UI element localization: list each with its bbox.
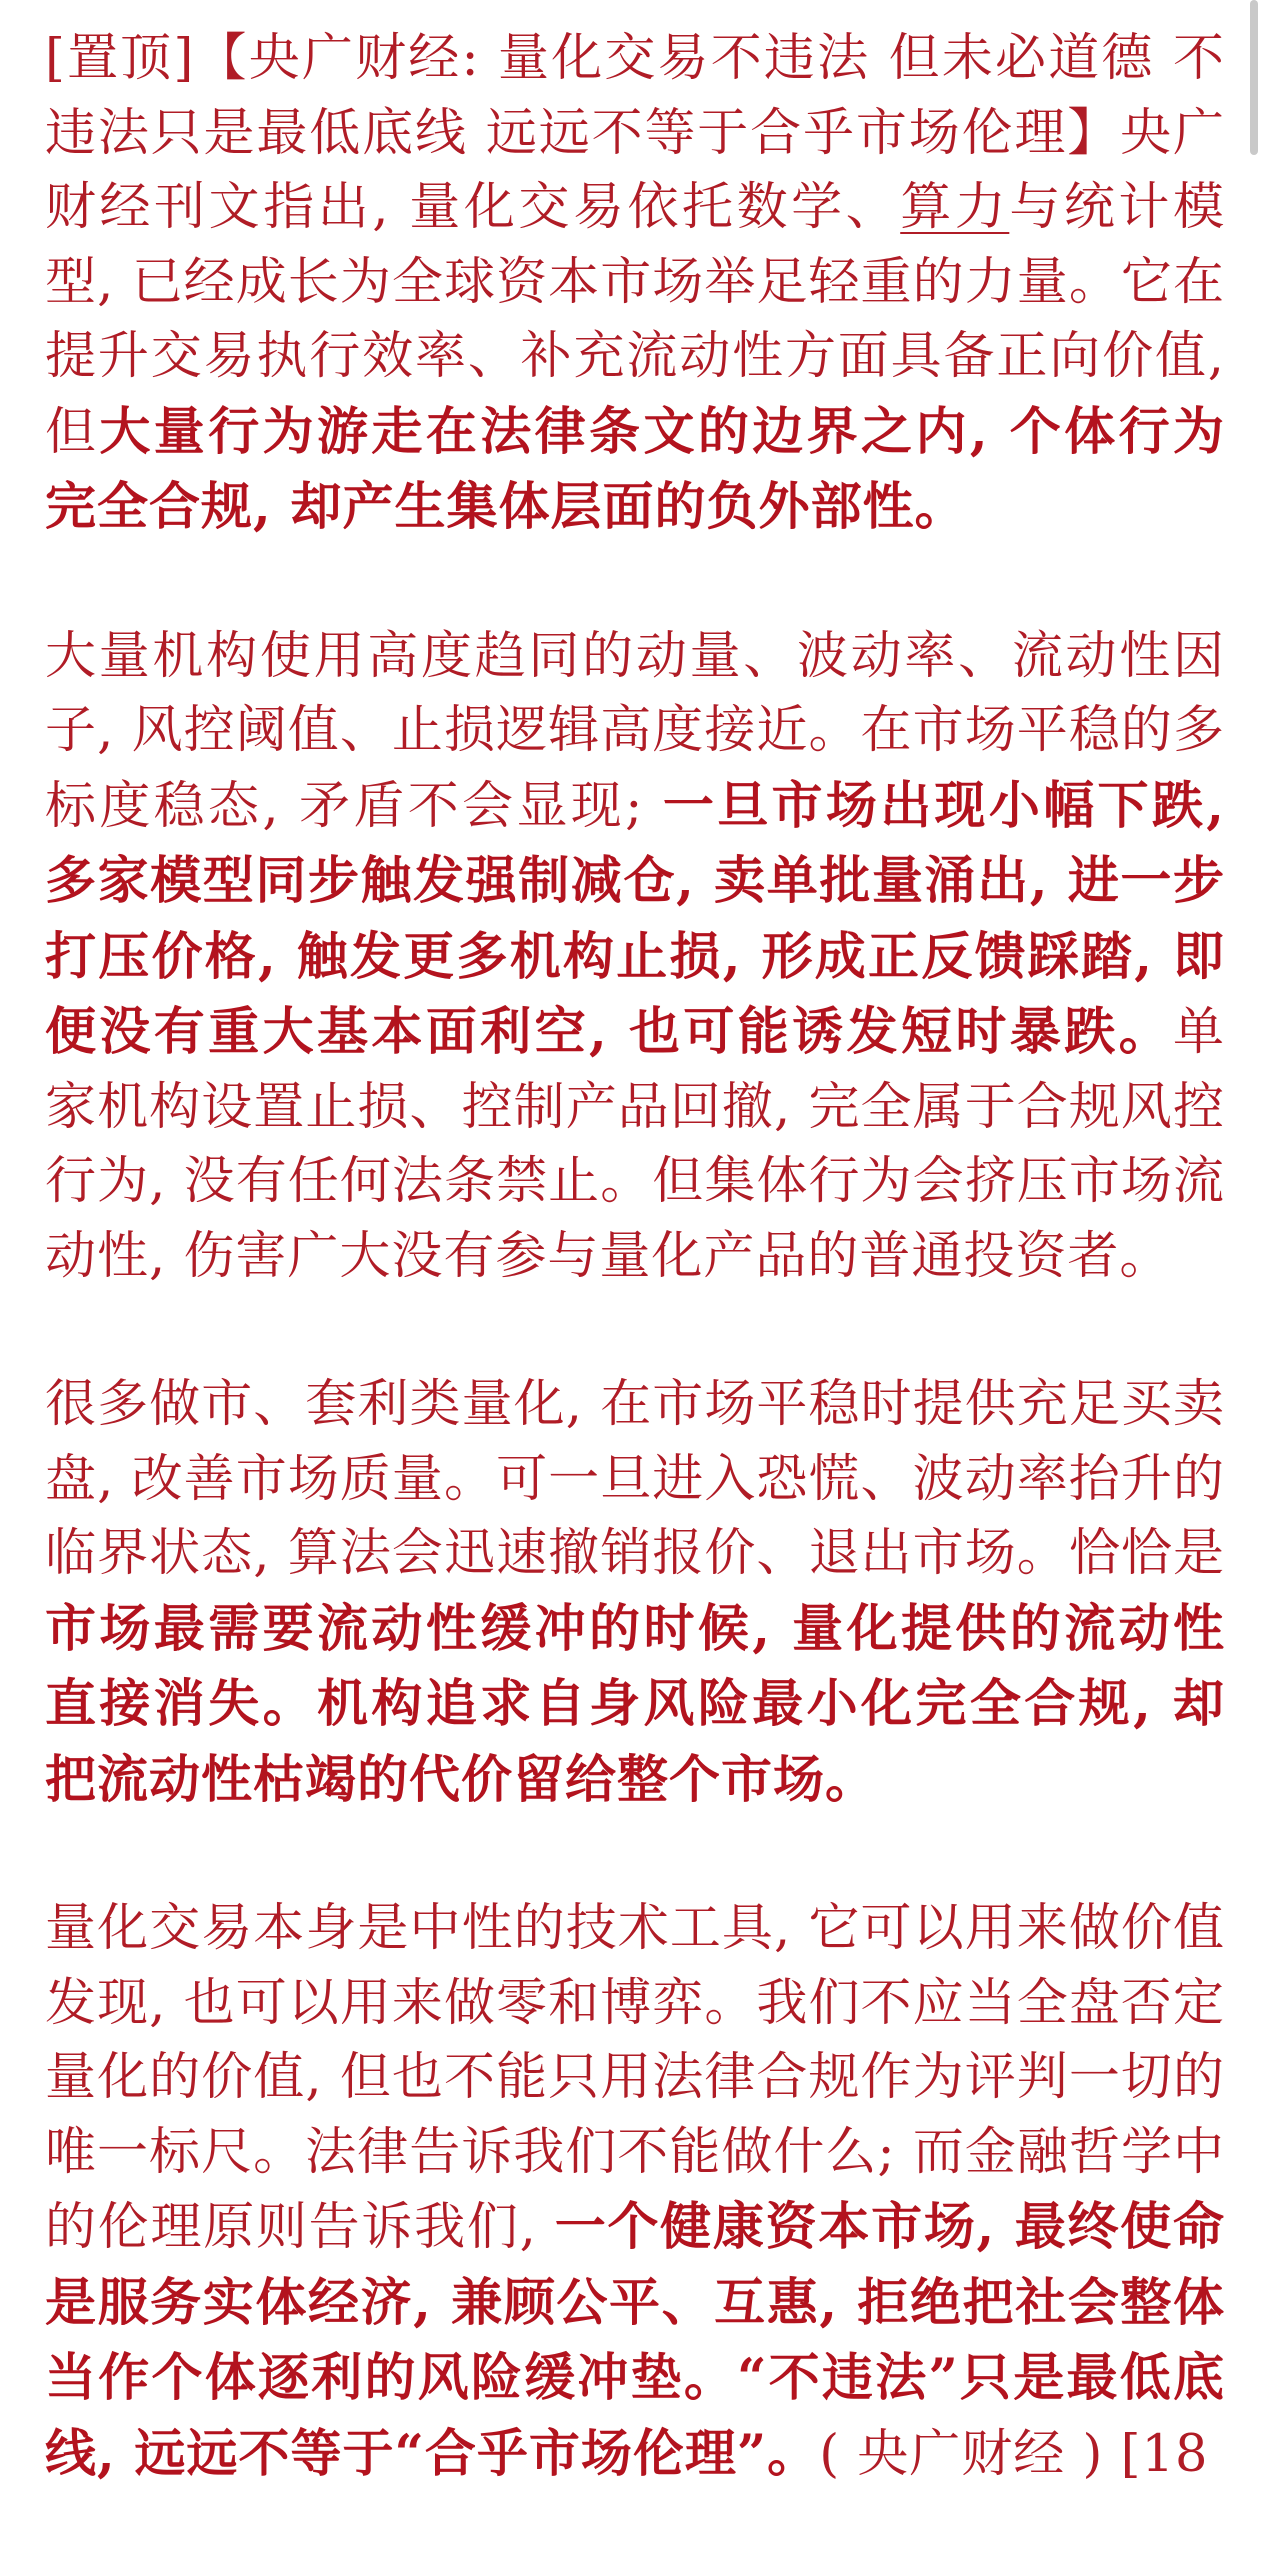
paragraph-4 <box>45 1892 1225 2492</box>
paragraph-1 <box>45 22 1225 546</box>
pinned-tag: [置顶] <box>45 29 195 88</box>
paragraph-3-text-a: 很多做市、套利类量化, 在市场平稳时提供充足买卖盘, 改善市场质量。可一旦进入恐慌、波动率抬升的临界状态, 算法会迅速撤销报价、退出市场。恰恰是 <box>45 1375 1225 1583</box>
paragraph-3 <box>45 1368 1225 1818</box>
paragraph-3-bold: 市场最需要流动性缓冲的时候, 量化提供的流动性直接消失。机构追求自身风险最小化完全合规, 却把流动性枯竭的代价留给整个市场。 <box>45 1598 1225 1810</box>
paragraph-2-text-b: 单家机构设置止损、控制产品回撤, 完全属于合规风控行为, 没有任何法条禁止。但集体行为会挤压市场流动性, 伤害广大没有参与量化产品的普通投资者。 <box>45 1003 1225 1286</box>
paragraph-4-bold: 一个健康资本市场, 最终使命是服务实体经济, 兼顾公平、互惠, 拒绝把社会整体当作个体逐利的风险缓冲垫。“不违法”只是最低底线, 远远不等于“合乎市场伦理”。 <box>45 2197 1225 2484</box>
paragraph-4-text-a: 量化交易本身是中性的技术工具, 它可以用来做价值发现, 也可以用来做零和博弈。我们不应当全盘否定量化的价值, 但也不能只用法律合规作为评判一切的唯一标尺。法律告诉我们不能做什么; 而金融哲学中的伦理原则告诉我们, <box>45 1899 1225 2257</box>
post-body <box>45 22 1225 2566</box>
paragraph-2-bold: 一旦市场出现小幅下跌, 多家模型同步触发强制减仓, 卖单批量涌出, 进一步打压价格, 触发更多机构止损, 形成正反馈踩踏, 即便没有重大基本面利空, 也可能诱发短时暴跌。 <box>45 775 1225 1062</box>
paragraph-1-text-a: 央广财经刊文指出, 量化交易依托数学、 <box>45 103 1225 237</box>
paragraph-2-text-a: 大量机构使用高度趋同的动量、波动率、流动性因子, 风控阈值、止损逻辑高度接近。在市场平稳的多标度稳态, 矛盾不会显现; <box>45 626 1225 836</box>
paragraph-4-source: ( 央广财经 ) [18 <box>819 2424 1209 2484</box>
paragraph-1-text-b: 与统计模型, 已经成长为全球资本市场举足轻重的力量。它在提升交易执行效率、补充流动性方面具备正向价值, 但 <box>45 178 1225 462</box>
computing-power-link[interactable]: 算力 <box>900 178 1010 237</box>
headline: 【央广财经: 量化交易不违法 但未必道德 不违法只是最低底线 远远不等于合乎市场伦理】 <box>45 29 1225 163</box>
scrollbar-thumb[interactable] <box>1250 0 1258 155</box>
paragraph-1-bold: 大量行为游走在法律条文的边界之内, 个体行为完全合规, 却产生集体层面的负外部性。 <box>45 401 1225 537</box>
paragraph-2 <box>45 620 1225 1295</box>
